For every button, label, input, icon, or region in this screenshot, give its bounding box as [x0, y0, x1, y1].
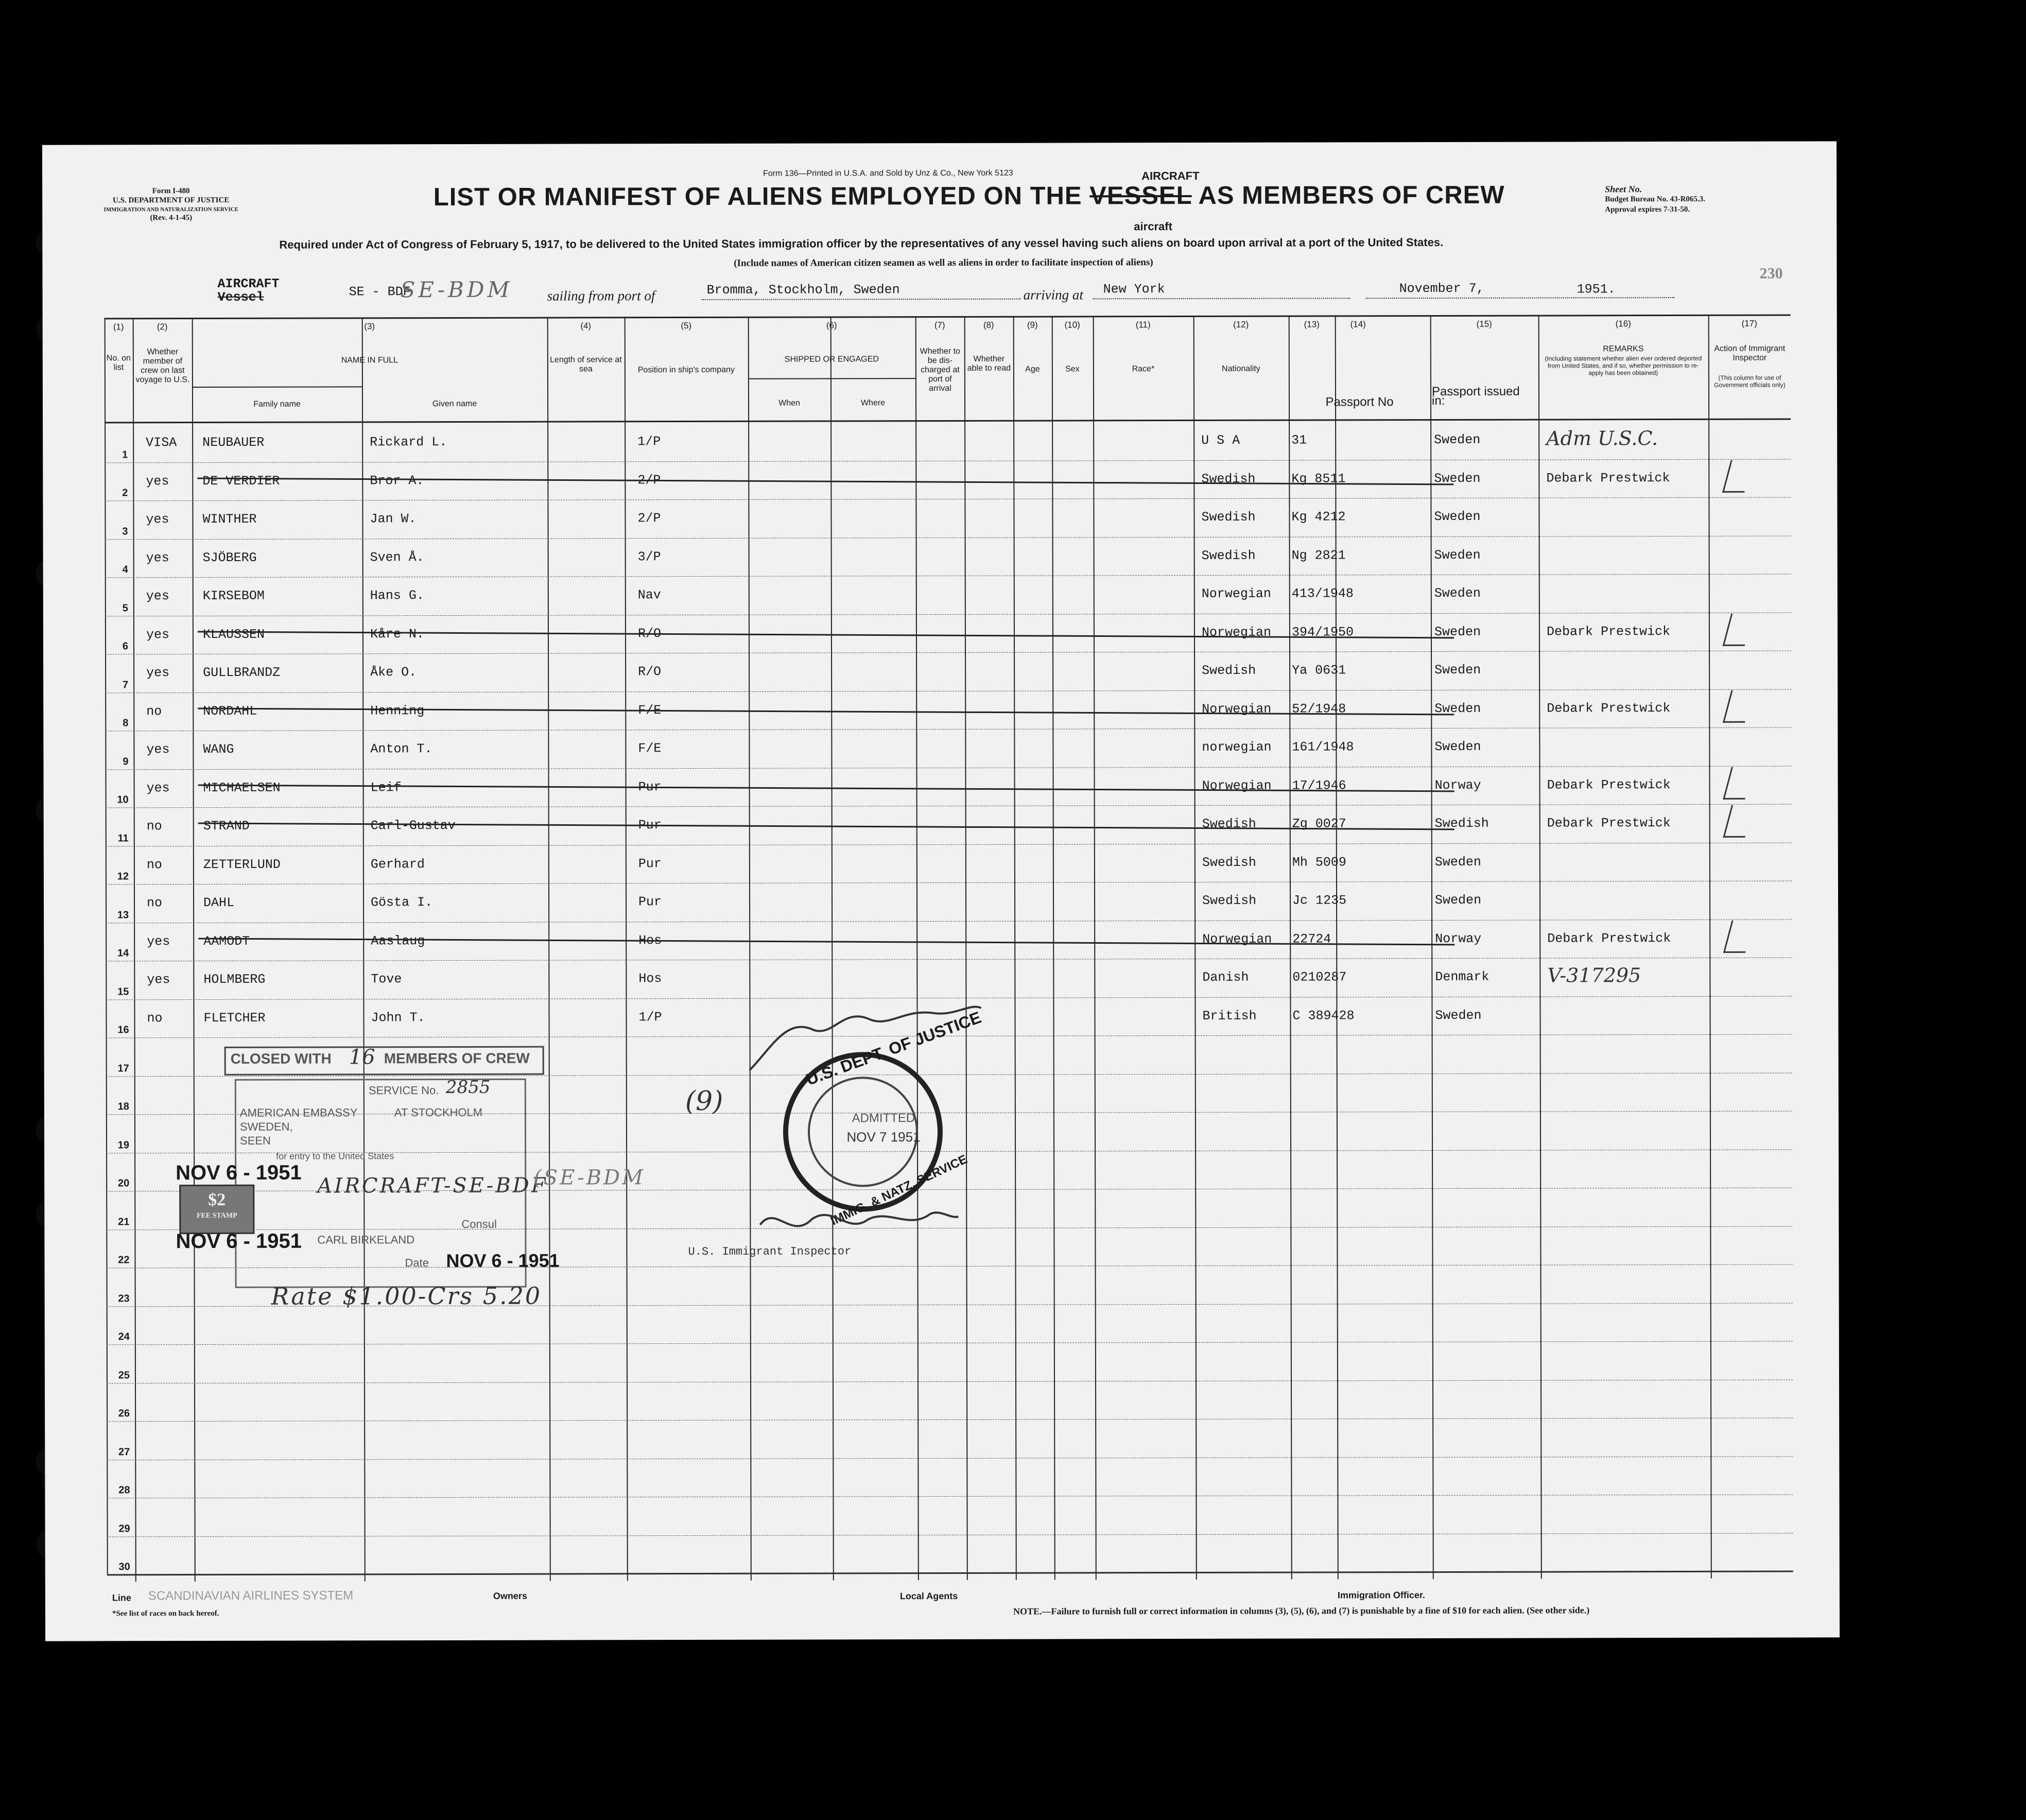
inspector-signature: [755, 1193, 961, 1251]
circle-nine: (9): [685, 1085, 723, 1117]
row-divider: [105, 459, 1791, 463]
header-position: Position in ship's company: [637, 365, 735, 375]
crew-given: Leif: [370, 779, 402, 795]
crew-passport: Mh 5009: [1292, 854, 1346, 870]
row-divider: [106, 804, 1792, 808]
crew-passport: 17/1946: [1292, 777, 1346, 793]
crew-given: Sven Å.: [370, 549, 424, 565]
crew-issued: Sweden: [1434, 509, 1481, 524]
aircraft-id: SE - BDF: [349, 284, 411, 300]
row-number: 23: [118, 1292, 130, 1304]
inspector-check-mark: [1723, 920, 1754, 952]
port-underline: [702, 299, 1021, 300]
crew-given: Rickard L.: [370, 435, 447, 450]
destination-underline: [1093, 298, 1350, 299]
row-number: 20: [117, 1177, 130, 1189]
title-part-1: LIST OR MANIFEST OF ALIENS EMPLOYED ON THE: [433, 182, 1082, 212]
line-value: SCANDINAVIAN AIRLINES SYSTEM: [148, 1588, 354, 1603]
crew-remarks: Debark Prestwick: [1546, 470, 1670, 486]
crew-issued: Norway: [1435, 931, 1482, 946]
crew-position: 1/P: [637, 434, 661, 449]
crew-issued: Sweden: [1434, 547, 1481, 563]
consul-name: CARL BIRKELAND: [317, 1233, 415, 1246]
header-race: Race*: [1132, 365, 1155, 374]
service-name: IMMIGRATION AND NATURALIZATION SERVICE: [103, 206, 238, 213]
crew-passport: 161/1948: [1292, 739, 1354, 755]
crew-member: yes: [146, 780, 170, 795]
header-action-note: (This column for use of Government officials only): [1714, 374, 1786, 389]
colnum-3: (3): [364, 321, 375, 332]
colnum-4: (4): [580, 321, 592, 331]
crew-passport: Kg 4212: [1291, 509, 1346, 525]
sheet-number: 230: [1759, 265, 1783, 282]
date-stamp-2: NOV 6 - 1951: [176, 1229, 302, 1253]
crew-passport: 413/1948: [1291, 586, 1354, 601]
crew-nationality: Swedish: [1202, 855, 1256, 870]
inclusion-note: (Include names of American citizen seamen as well as aliens in order to facilitate inspection of aliens): [734, 257, 1153, 269]
row-number: 17: [117, 1062, 129, 1074]
header-remarks: REMARKS: [1603, 344, 1644, 354]
colnum-6: (6): [826, 320, 837, 331]
crew-given: Gerhard: [370, 856, 425, 872]
crew-family: NORDAHL: [203, 703, 257, 719]
date-stamp-1: NOV 6 - 1951: [176, 1161, 302, 1185]
crew-passport: 0210287: [1292, 969, 1347, 985]
arriving-label: arriving at: [1023, 287, 1083, 303]
date-label: Date: [405, 1256, 429, 1270]
local-agents-label: Local Agents: [899, 1590, 958, 1602]
crew-family: KLAUSSEN: [202, 627, 265, 642]
row-number: 4: [122, 564, 128, 576]
arrival-year: 1951.: [1577, 282, 1616, 297]
crew-position: 1/P: [638, 1009, 662, 1025]
crew-issued: Denmark: [1435, 969, 1490, 984]
row-divider: [107, 1495, 1793, 1499]
row-number: 21: [118, 1216, 130, 1227]
row-divider: [105, 497, 1791, 501]
colnum-7: (7): [934, 320, 945, 331]
vessel-label-struck: Vessel: [217, 289, 264, 305]
crew-member: yes: [146, 588, 169, 604]
crew-issued: Sweden: [1434, 624, 1481, 639]
row-number: 15: [117, 985, 129, 997]
crew-issued: Sweden: [1435, 1008, 1482, 1023]
crew-passport: Zg 0027: [1292, 816, 1346, 831]
crew-nationality: Swedish: [1202, 893, 1257, 908]
rate-note: Rate $1.00-Crs 5.20: [271, 1281, 542, 1310]
crew-given: Hans G.: [370, 588, 424, 603]
crew-position: F/E: [638, 741, 662, 756]
fee-value: $2: [208, 1190, 226, 1209]
sheet-no-label: Sheet No.: [1605, 184, 1642, 195]
row-number: 5: [122, 602, 128, 614]
crew-remarks: Debark Prestwick: [1547, 777, 1671, 793]
crew-position: R/O: [638, 664, 662, 680]
immigration-officer-label: Immigration Officer.: [1337, 1590, 1425, 1601]
crew-issued: Sweden: [1434, 471, 1481, 486]
seen-text: SEEN: [239, 1134, 271, 1147]
crew-remarks: Adm U.S.C.: [1546, 427, 1658, 450]
row-number: 10: [117, 794, 129, 806]
crew-nationality: norwegian: [1202, 739, 1272, 755]
crew-family: FLETCHER: [203, 1010, 266, 1026]
crew-member: yes: [146, 473, 169, 489]
title-part-2: AS MEMBERS OF CREW: [1198, 181, 1505, 210]
races-note: *See list of races on back hereof.: [112, 1609, 219, 1618]
row-number: 22: [118, 1254, 130, 1266]
row-divider: [107, 1456, 1793, 1460]
crew-member: VISA: [146, 435, 177, 450]
header-sex: Sex: [1065, 365, 1080, 374]
row-number: 3: [122, 525, 128, 537]
header-able-read: Whether able to read: [967, 354, 1011, 373]
crew-issued: Sweden: [1434, 854, 1481, 870]
crew-position: Hos: [638, 932, 662, 948]
form-number: Form I-480: [152, 187, 190, 196]
manifest-sheet: [42, 141, 1840, 1641]
crew-passport: Ya 0631: [1292, 663, 1346, 678]
fee-stamp-label: FEE STAMP: [196, 1211, 237, 1220]
header-remarks-note: (Including statement whether alien ever ordered deported from United States, and if so, whether permission to re-apply has been obtained): [1545, 354, 1702, 377]
row-number: 28: [118, 1484, 130, 1496]
seal-date: NOV 7 1951: [846, 1129, 921, 1145]
crew-given: Gösta I.: [371, 895, 433, 910]
crew-passport: Ng 2821: [1291, 547, 1346, 563]
consul-title: Consul: [461, 1217, 497, 1230]
fee-stamp: [179, 1185, 254, 1234]
seal-bottom-text: IMMIG. & NATZ. SERVICE: [828, 1152, 969, 1228]
crew-family: HOLMBERG: [203, 972, 266, 987]
crew-family: DE VERDIER: [202, 473, 280, 489]
row-divider: [105, 766, 1791, 770]
crew-nationality: Swedish: [1202, 816, 1256, 831]
crew-issued: Sweden: [1434, 662, 1481, 678]
row-number: 16: [117, 1024, 129, 1036]
crew-passport: 394/1950: [1291, 624, 1354, 640]
crew-family: SJÖBERG: [202, 550, 257, 565]
row-divider: [105, 574, 1791, 578]
aircraft-label: AIRCRAFT: [217, 276, 280, 291]
colnum-17: (17): [1741, 318, 1757, 328]
departure-port: Bromma, Stockholm, Sweden: [706, 282, 900, 298]
header-length-service: Length of service at sea: [549, 355, 622, 374]
crew-given: John T.: [371, 1010, 425, 1025]
row-divider: [105, 535, 1791, 540]
date-underline: [1366, 297, 1675, 299]
crew-family: AAMODT: [203, 933, 250, 949]
printer-line: Form 136—Printed in U.S.A. and Sold by Unz & Co., New York 5123: [763, 168, 1013, 178]
crew-nationality: Norwegian: [1202, 701, 1272, 717]
crew-passport: 22724: [1292, 931, 1331, 947]
row-number: 6: [122, 640, 129, 652]
destination-port: New York: [1103, 282, 1165, 297]
crew-member: no: [146, 857, 162, 872]
seal-top-text: U.S. DEPT. OF JUSTICE: [803, 1008, 984, 1089]
row-divider: [106, 881, 1792, 885]
sailing-label: sailing from port of: [547, 288, 655, 304]
crew-position: 2/P: [637, 472, 661, 488]
closed-count: 16: [349, 1045, 375, 1069]
header-name-in-full: NAME IN FULL: [341, 356, 398, 365]
fine-note: NOTE.—Failure to furnish full or correct information in columns (3), (5), (6), and (7) is punishable by a fine of $10 for each alien. (See other side.): [1013, 1605, 1590, 1617]
header-passport-no: Passport No: [1325, 395, 1394, 409]
crew-family: KIRSEBOM: [202, 588, 265, 604]
header-no-on-list: No. on list: [106, 354, 131, 372]
crew-nationality: Swedish: [1202, 663, 1256, 678]
crew-nationality: Norwegian: [1202, 778, 1272, 793]
crew-issued: Sweden: [1434, 701, 1481, 716]
aircraft-line-hand: (SE-BDM: [533, 1166, 646, 1190]
crew-member: no: [147, 895, 163, 911]
crew-position: F/E: [638, 702, 662, 718]
row-divider: [106, 842, 1792, 846]
crew-family: DAHL: [203, 895, 235, 911]
crew-member: yes: [146, 550, 169, 565]
aircraft-line: AIRCRAFT-SE-BDF: [317, 1173, 548, 1198]
for-entry-text: for entry to the United States: [276, 1151, 394, 1162]
row-number: 11: [117, 832, 129, 844]
crew-passport: 31: [1291, 432, 1307, 448]
row-number: 25: [118, 1369, 130, 1381]
row-number: 8: [123, 717, 129, 729]
title-struck-vessel: VESSEL: [1089, 181, 1192, 210]
inspector-check-mark: [1723, 767, 1754, 799]
row-divider: [105, 651, 1791, 655]
row-number: 26: [118, 1408, 130, 1419]
crew-issued: Norway: [1434, 777, 1481, 793]
row-number: 19: [117, 1139, 130, 1151]
crew-nationality: U S A: [1201, 432, 1240, 448]
inspector-check-mark: [1723, 805, 1754, 838]
crew-remarks: Debark Prestwick: [1547, 930, 1671, 946]
colnum-2: (2): [157, 322, 168, 332]
seal-admitted: ADMITTED: [852, 1111, 915, 1125]
inspector-label: U.S. Immigrant Inspector: [688, 1245, 852, 1259]
row-number: 18: [117, 1101, 129, 1113]
colnum-12: (12): [1233, 319, 1249, 330]
row-number: 13: [117, 909, 129, 921]
crew-member: no: [146, 819, 162, 834]
crew-member: yes: [147, 933, 170, 949]
crew-family: NEUBAUER: [202, 435, 265, 450]
crew-table: [105, 315, 1793, 1582]
row-divider: [107, 1341, 1793, 1345]
crew-remarks: V-317295: [1547, 964, 1641, 987]
arrival-date: November 7,: [1399, 281, 1484, 297]
row-number: 1: [122, 448, 128, 460]
colnum-10: (10): [1064, 320, 1080, 330]
crew-family: GULLBRANDZ: [203, 665, 281, 681]
crew-position: Pur: [638, 779, 662, 794]
header-discharged: Whether to be dis-charged at port of arrival: [920, 346, 960, 393]
header-whether-member: Whether member of crew on last voyage to U.S.: [135, 348, 190, 385]
inspector-check-mark: [1722, 460, 1753, 492]
budget-bureau: Budget Bureau No. 43-R065.3.: [1605, 195, 1705, 204]
crew-given: Henning: [370, 703, 425, 718]
crew-position: Nav: [637, 587, 661, 603]
row-number: 30: [118, 1561, 130, 1573]
colnum-16: (16): [1615, 319, 1631, 329]
page-title: [351, 180, 1587, 212]
crew-passport: Kg 8511: [1291, 471, 1346, 487]
row-number: 12: [117, 871, 129, 882]
crew-nationality: British: [1202, 1008, 1257, 1024]
colnum-8: (8): [983, 320, 994, 330]
crew-position: Hos: [638, 971, 662, 986]
colnum-9: (9): [1027, 320, 1038, 330]
approval-expiry: Approval expires 7-31-50.: [1605, 205, 1690, 214]
crew-member: yes: [146, 742, 170, 757]
crew-position: 2/P: [637, 511, 661, 526]
crew-position: Pur: [638, 818, 662, 833]
colnum-11: (11): [1135, 320, 1151, 330]
row-divider: [105, 689, 1791, 693]
crew-nationality: Swedish: [1201, 548, 1256, 563]
crew-nationality: Swedish: [1201, 471, 1256, 487]
row-number: 24: [118, 1331, 130, 1343]
subtitle: Required under Act of Congress of February 5, 1917, to be delivered to the United States immigration officer by the representatives of any vessel having such aliens on board upon arrival at a port of the United States.: [279, 235, 1444, 251]
header-action: Action of Immigrant Inspector: [1714, 344, 1786, 362]
row-number: 2: [122, 487, 128, 499]
crew-member: yes: [146, 627, 169, 642]
crew-remarks: Debark Prestwick: [1547, 816, 1671, 831]
row-divider: [106, 919, 1792, 923]
header-shipped-engaged: SHIPPED OR ENGAGED: [784, 355, 879, 364]
inspector-check-mark: [1723, 613, 1754, 646]
date-stamp-3: NOV 6 - 1951: [446, 1250, 560, 1272]
crew-member: no: [146, 703, 162, 719]
crew-passport: C 389428: [1292, 1008, 1355, 1024]
crew-position: Pur: [638, 856, 662, 871]
revision: (Rev. 4-1-45): [150, 214, 193, 222]
crew-nationality: Danish: [1202, 969, 1249, 985]
crew-member: yes: [146, 512, 169, 527]
crew-member: yes: [146, 665, 170, 681]
inspector-signature-top: [739, 987, 986, 1091]
service-no: 2855: [445, 1077, 491, 1098]
crew-given: Åke O.: [370, 665, 417, 680]
header-given-name: Given name: [432, 399, 477, 409]
colnum-15: (15): [1476, 319, 1492, 329]
colnum-5: (5): [681, 321, 692, 331]
service-no-label: SERVICE No.: [368, 1084, 439, 1097]
row-number: 9: [123, 755, 129, 767]
crew-issued: Sweden: [1434, 432, 1481, 447]
line-label: Line: [112, 1592, 131, 1603]
row-divider: [105, 727, 1791, 732]
crew-given: Tove: [371, 972, 402, 987]
embassy-country: SWEDEN,: [239, 1120, 293, 1133]
header-age: Age: [1025, 365, 1040, 374]
crew-passport: Jc 1235: [1292, 893, 1347, 908]
crew-family: ZETTERLUND: [203, 857, 281, 872]
crew-issued: Sweden: [1434, 585, 1481, 601]
header-passport-issued: Passport issued in:: [1431, 384, 1520, 408]
crew-given: Aaslaug: [371, 933, 425, 948]
inspector-check-mark: [1723, 690, 1754, 722]
crew-member: yes: [147, 972, 170, 987]
crew-nationality: Norwegian: [1201, 586, 1271, 601]
row-divider: [107, 1418, 1793, 1422]
row-divider: [106, 958, 1792, 962]
title-aircraft-insert: AIRCRAFT: [1141, 169, 1200, 183]
crew-family: WINTHER: [202, 511, 257, 527]
row-divider: [107, 1379, 1793, 1383]
crew-passport: 52/1948: [1292, 701, 1346, 717]
crew-position: Pur: [638, 894, 662, 910]
row-divider: [105, 612, 1791, 616]
crew-remarks: Debark Prestwick: [1547, 700, 1671, 716]
embassy-name: AMERICAN EMBASSY: [239, 1106, 358, 1119]
row-number: 14: [117, 947, 129, 959]
crew-given: Kåre N.: [370, 626, 425, 642]
crew-nationality: Norwegian: [1201, 625, 1272, 640]
owners-label: Owners: [493, 1590, 527, 1601]
crew-position: 3/P: [637, 549, 661, 564]
crew-position: R/O: [637, 626, 661, 641]
crew-given: Jan W.: [370, 511, 417, 527]
header-family-name: Family name: [253, 400, 301, 409]
closed-with-text: CLOSED WITH: [230, 1050, 332, 1067]
crew-nationality: Swedish: [1201, 509, 1256, 525]
row-number: 7: [123, 679, 129, 690]
row-number: 29: [118, 1522, 130, 1534]
header-where: Where: [860, 398, 886, 408]
department-name: U.S. DEPARTMENT OF JUSTICE: [113, 196, 230, 205]
crew-member: no: [147, 1010, 163, 1026]
subtitle-aircraft-insert: aircraft: [1134, 220, 1172, 233]
crew-family: WANG: [203, 741, 234, 757]
row-number: 27: [118, 1446, 130, 1458]
crew-given: Anton T.: [370, 741, 432, 757]
crew-issued: Sweden: [1435, 892, 1482, 908]
colnum-14: (14): [1350, 319, 1366, 330]
embassy-location: AT STOCKHOLM: [394, 1105, 483, 1119]
crew-remarks: Debark Prestwick: [1546, 623, 1671, 639]
header-when: When: [778, 398, 800, 408]
crew-nationality: Norwegian: [1202, 931, 1272, 947]
crew-given: Carl-Gustav: [370, 818, 456, 834]
crew-issued: Sweden: [1434, 739, 1481, 754]
closed-members-text: MEMBERS OF CREW: [384, 1050, 530, 1067]
colnum-1: (1): [113, 322, 124, 332]
header-nationality: Nationality: [1221, 364, 1260, 373]
crew-family: STRAND: [203, 818, 250, 834]
crew-given: Bror A.: [370, 473, 424, 488]
aircraft-id-handwritten: SE-BDM: [400, 276, 513, 303]
colnum-13: (13): [1304, 319, 1320, 330]
crew-family: MICHAELSEN: [203, 780, 281, 795]
row-divider: [107, 1533, 1793, 1537]
crew-issued: Swedish: [1434, 816, 1489, 831]
